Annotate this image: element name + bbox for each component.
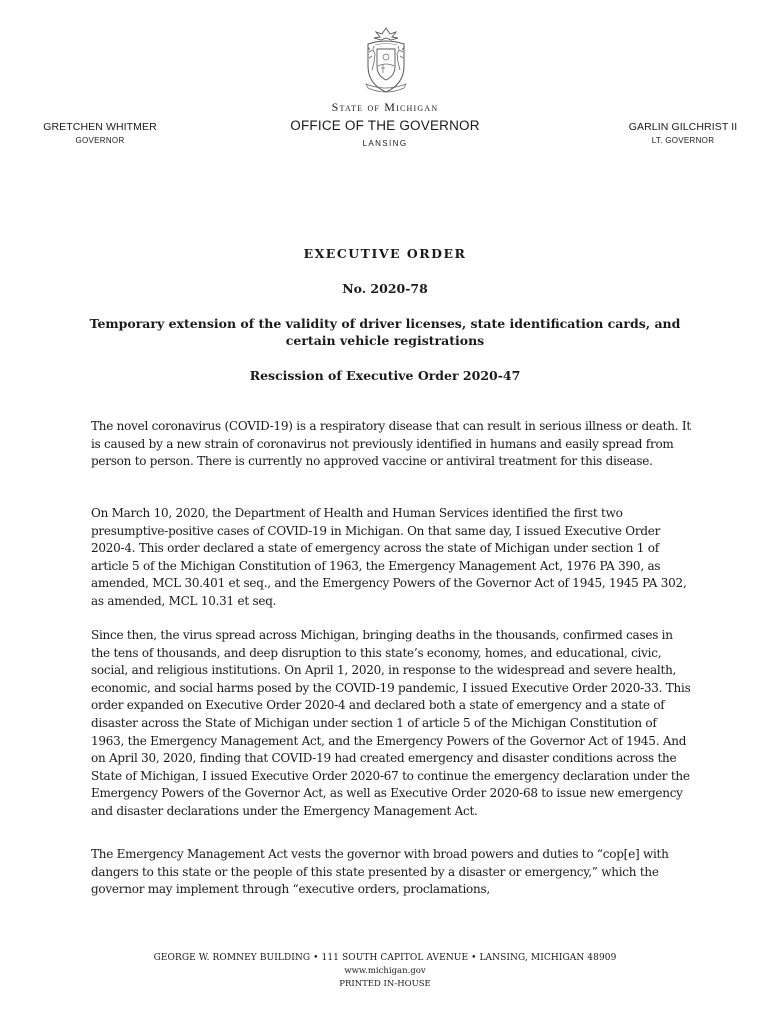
footer-printed: PRINTED IN-HOUSE (339, 979, 431, 989)
footer-website: www.michigan.gov (344, 966, 426, 976)
body-paragraph-1: The novel coronavirus (COVID-19) is a respiratory disease that can result in serious illness or death. It is caused by a new strain of coronavirus not previously identified in humans and easily spread from person to person. There is currently no approved vaccine or antiviral treatment for this disease. (91, 419, 691, 469)
order-subject: Temporary extension of the validity of driver licenses, state identification cards, and certain vehicle registrations (89, 316, 681, 348)
governor-name: GRETCHEN WHITMER (43, 121, 157, 133)
governor-title: GOVERNOR (75, 136, 125, 145)
office-city: LANSING (362, 139, 408, 148)
footer-address: GEORGE W. ROMNEY BUILDING • 111 SOUTH CAPITOL AVENUE • LANSING, MICHIGAN 48909 (153, 953, 617, 963)
lt-governor-name: GARLIN GILCHRIST II (628, 121, 738, 133)
order-rescission: Rescission of Executive Order 2020-47 (249, 368, 521, 383)
body-paragraph-4: The Emergency Management Act vests the governor with broad powers and duties to “cop[e] with dangers to this state or the people of this state presented by a disaster or emergency,” which the governor may implement through “executive orders, proclamations, (91, 847, 669, 897)
michigan-state-seal-icon (358, 26, 414, 96)
lt-governor-title: LT. GOVERNOR (651, 136, 715, 145)
body-paragraph-3: Since then, the virus spread across Michigan, bringing deaths in the thousands, confirmed cases in the tens of thousands, and deep disruption to this state’s economy, homes, and educational, civic, social, and religious institutions. On April 1, 2020, in response to the widespread and severe health, economic, and social harms posed by the COVID-19 pandemic, I issued Executive Order 2020-33. This order expanded on Executive Order 2020-4 and declared both a state of emergency and a state of disaster across the State of Michigan under section 1 of article 5 of the Michigan Constitution of 1963, the Emergency Management Act, and the Emergency Powers of the Governor Act of 1945. And on April 30, 2020, finding that COVID-19 had created emergency and disaster conditions across the State of Michigan, I issued Executive Order 2020-67 to continue the emergency declaration under the Emergency Powers of the Governor Act, as well as Executive Order 2020-68 to issue new emergency and disaster declarations under the Emergency Management Act. (91, 628, 691, 818)
order-number: No. 2020-78 (342, 281, 428, 296)
office-name: OFFICE OF THE GOVERNOR (290, 118, 480, 133)
lt-governor-block (620, 121, 746, 145)
order-heading: EXECUTIVE ORDER (303, 246, 467, 261)
body-paragraph-2: On March 10, 2020, the Department of Health and Human Services identified the first two presumptive-positive cases of COVID-19 in Michigan. On that same day, I issued Executive Order 2020-4. This order declared a state of emergency across the state of Michigan under section 1 of article 5 of the Michigan Constitution of 1963, the Emergency Management Act, 1976 PA 390, as amended, MCL 30.401 et seq., and the Emergency Powers of the Governor Act of 1945, 1945 PA 302, as amended, MCL 10.31 et seq. (91, 506, 687, 608)
state-name: State of Michigan (331, 100, 439, 114)
